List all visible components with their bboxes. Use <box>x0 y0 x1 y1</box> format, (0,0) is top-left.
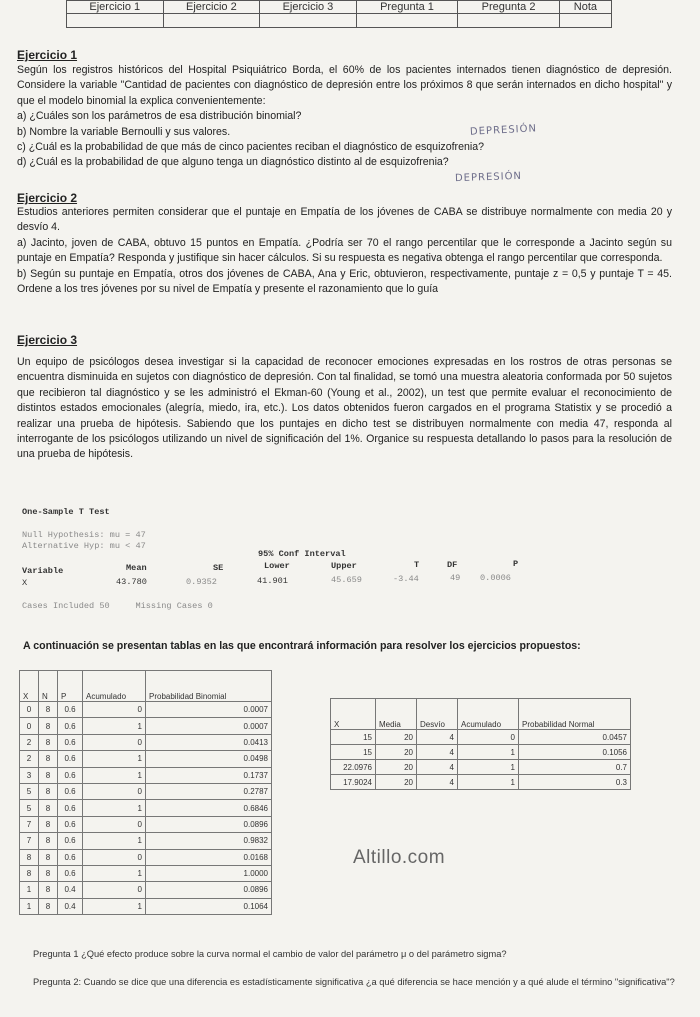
output-col-upper: Upper <box>331 561 357 571</box>
binomial-table <box>19 670 272 915</box>
tables-intro: A continuación se presentan tablas en las que encontrará información para resolver los ejercicios propuestos: <box>23 640 581 652</box>
header-cell-pregunta-2: Pregunta 2 <box>458 1 560 14</box>
binomial-col-p: P <box>58 671 83 702</box>
output-alt-hypothesis: Alternative Hyp: mu < 47 <box>22 541 146 551</box>
table-row: 0 8 0.6 1 0.0007 <box>20 718 272 734</box>
ejercicio-3-body <box>17 355 672 463</box>
ejercicio-3-text: Un equipo de psicólogos desea investigar si la capacidad de reconocer emociones expresadas en los rostros de otras personas se encuentra disminuida en sujetos con diagnóstico de depresión. Con tal finalidad, se tomó una muestra aleatoria conformada por 50 sujetos que recibieron tal diagnóstico y se les administró el Ekman-60 (Young et al., 2002), un test que permite evaluar el reconocimiento de distintos estados emocionales (alegría, miedo, ira, etc.). Los datos obtenidos fueron cargados en el programa Statistix y se procedió a realizar una prueba de hipótesis. Sabiendo que los puntajes en dicho test se distribuyen normalmente con media 47, responda al interrogante de los psicólogos utilizando un nivel de significación del 1%. Organice su respuesta detallando lo pasos para la resolución de una prueba de hipótesis. <box>17 356 672 461</box>
pregunta-1: Pregunta 1 ¿Qué efecto produce sobre la curva normal el cambio de valor del parámetro μ o del parámetro sigma? <box>33 949 507 959</box>
normal-col-acumulado: Acumulado <box>458 699 519 730</box>
header-cell-ejercicio-2: Ejercicio 2 <box>163 1 260 14</box>
table-row: 22.0976 20 4 1 0.7 <box>331 760 631 775</box>
output-col-p: P <box>513 559 519 569</box>
table-row: 1 8 0.4 1 0.1064 <box>20 898 272 914</box>
output-null-hypothesis: Null Hypothesis: mu = 47 <box>22 530 146 540</box>
output-val-lower: 41.901 <box>257 576 288 586</box>
output-col-variable: Variable <box>22 566 64 576</box>
output-col-t: T <box>414 560 420 570</box>
binomial-table-header <box>20 671 272 702</box>
normal-col-probabilidad: Probabilidad Normal <box>519 699 631 730</box>
binomial-table-body <box>20 702 272 915</box>
table-row: 17.9024 20 4 1 0.3 <box>331 775 631 790</box>
normal-col-x: X <box>331 699 376 730</box>
normal-table-header <box>331 699 631 730</box>
ejercicio-1-intro: Según los registros históricos del Hospital Psiquiátrico Borda, el 60% de los pacientes internados tienen diagnóstico de depresión. Considere la variable "Cantidad de pacientes con diagnóstico de depresión entre los próximos 8 que serán internados en dicho hospital" y que el modelo binomial la explica convenientemente: <box>17 64 672 107</box>
header-cell-nota: Nota <box>559 1 611 14</box>
binomial-col-probabilidad: Probabilidad Binomial <box>146 671 272 702</box>
table-row: 3 8 0.6 1 0.1737 <box>20 767 272 783</box>
normal-table <box>330 698 631 790</box>
table-row: 15 20 4 1 0.1056 <box>331 745 631 760</box>
table-row: 15 20 4 0 0.0457 <box>331 730 631 745</box>
output-val-upper: 45.659 <box>331 575 362 585</box>
output-cases-footer: Cases Included 50 Missing Cases 0 <box>22 601 213 611</box>
handwritten-correction-1: DEPRESIÓN <box>469 123 538 138</box>
output-val-variable: X <box>22 578 28 588</box>
ejercicio-2-item-b: b) Según su puntaje en Empatía, otros dos jóvenes de CABA, Ana y Eric, obtuvieron, respectivamente, puntaje z = 0,5 y puntaje T = 45. Ordene a los tres jóvenes por su nivel de Empatía y presente el razonamiento que lo guía <box>17 267 672 296</box>
ejercicio-1-title: Ejercicio 1 <box>17 48 78 62</box>
output-col-mean: Mean <box>126 563 147 573</box>
table-row: 7 8 0.6 0 0.0896 <box>20 816 272 832</box>
table-row: 2 8 0.6 0 0.0413 <box>20 734 272 750</box>
grade-header-table <box>66 0 612 28</box>
output-val-p: 0.0006 <box>480 573 511 583</box>
output-val-mean: 43.780 <box>116 577 147 587</box>
output-col-lower: Lower <box>264 561 290 571</box>
table-row: 8 8 0.6 1 1.0000 <box>20 865 272 881</box>
pregunta-2: Pregunta 2: Cuando se dice que una diferencia es estadísticamente significativa ¿a qué diferencia se hace mención y a qué alude el término "significativa"? <box>33 977 675 987</box>
table-row: 0 8 0.6 0 0.0007 <box>20 702 272 718</box>
table-row: 8 8 0.6 0 0.0168 <box>20 849 272 865</box>
ejercicio-3-title: Ejercicio 3 <box>17 333 78 347</box>
ejercicio-2-intro: Estudios anteriores permiten considerar que el puntaje en Empatía de los jóvenes de CABA se distribuye normalmente con media 20 y desvío 4. <box>17 206 672 234</box>
header-cell-ejercicio-3: Ejercicio 3 <box>260 1 357 14</box>
output-ci-header: 95% Conf Interval <box>258 549 346 559</box>
output-col-se: SE <box>213 563 224 573</box>
normal-col-media: Media <box>376 699 417 730</box>
ejercicio-1-item-c: c) ¿Cuál es la probabilidad de que más de cinco pacientes reciban el diagnóstico de esquizofrenia? <box>17 141 484 154</box>
binomial-col-n: N <box>39 671 58 702</box>
table-row: 5 8 0.6 1 0.6846 <box>20 800 272 816</box>
header-cell-pregunta-1: Pregunta 1 <box>356 1 458 14</box>
output-col-df: DF <box>447 560 458 570</box>
table-row: 2 8 0.6 1 0.0498 <box>20 751 272 767</box>
binomial-col-acumulado: Acumulado <box>83 671 146 702</box>
ejercicio-1-item-b: b) Nombre la variable Bernoulli y sus valores. <box>17 125 231 138</box>
output-val-se: 0.9352 <box>186 577 217 587</box>
table-row: 7 8 0.6 1 0.9832 <box>20 833 272 849</box>
output-val-t: -3.44 <box>393 574 419 584</box>
header-cell-ejercicio-1: Ejercicio 1 <box>67 1 164 14</box>
normal-table-body <box>331 730 631 790</box>
handwritten-correction-2: DEPRESIÓN <box>454 170 523 185</box>
ejercicio-1-body <box>17 63 672 171</box>
normal-col-desvio: Desvío <box>417 699 458 730</box>
binomial-col-x: X <box>20 671 39 702</box>
ejercicio-2-body <box>17 205 672 297</box>
ejercicio-1-item-d: d) ¿Cuál es la probabilidad de que alguno tenga un diagnóstico distinto al de esquizofrenia? <box>17 156 449 169</box>
ejercicio-2-item-a: a) Jacinto, joven de CABA, obtuvo 15 puntos en Empatía. ¿Podría ser 70 el rango percentilar que le corresponde a Jacinto según su puntaje en Empatía? Responda y justifique sin hacer cálculos. Si su respuesta es negativa obtenga el rango percentilar que corresponda. <box>17 236 672 265</box>
output-test-title: One-Sample T Test <box>22 507 110 517</box>
watermark-text: Altillo.com <box>353 847 446 868</box>
ejercicio-2-title: Ejercicio 2 <box>17 191 78 205</box>
ejercicio-1-item-a: a) ¿Cuáles son los parámetros de esa distribución binomial? <box>17 110 302 123</box>
table-row: 5 8 0.6 0 0.2787 <box>20 783 272 799</box>
table-row: 1 8 0.4 0 0.0896 <box>20 882 272 898</box>
output-val-df: 49 <box>450 573 461 583</box>
